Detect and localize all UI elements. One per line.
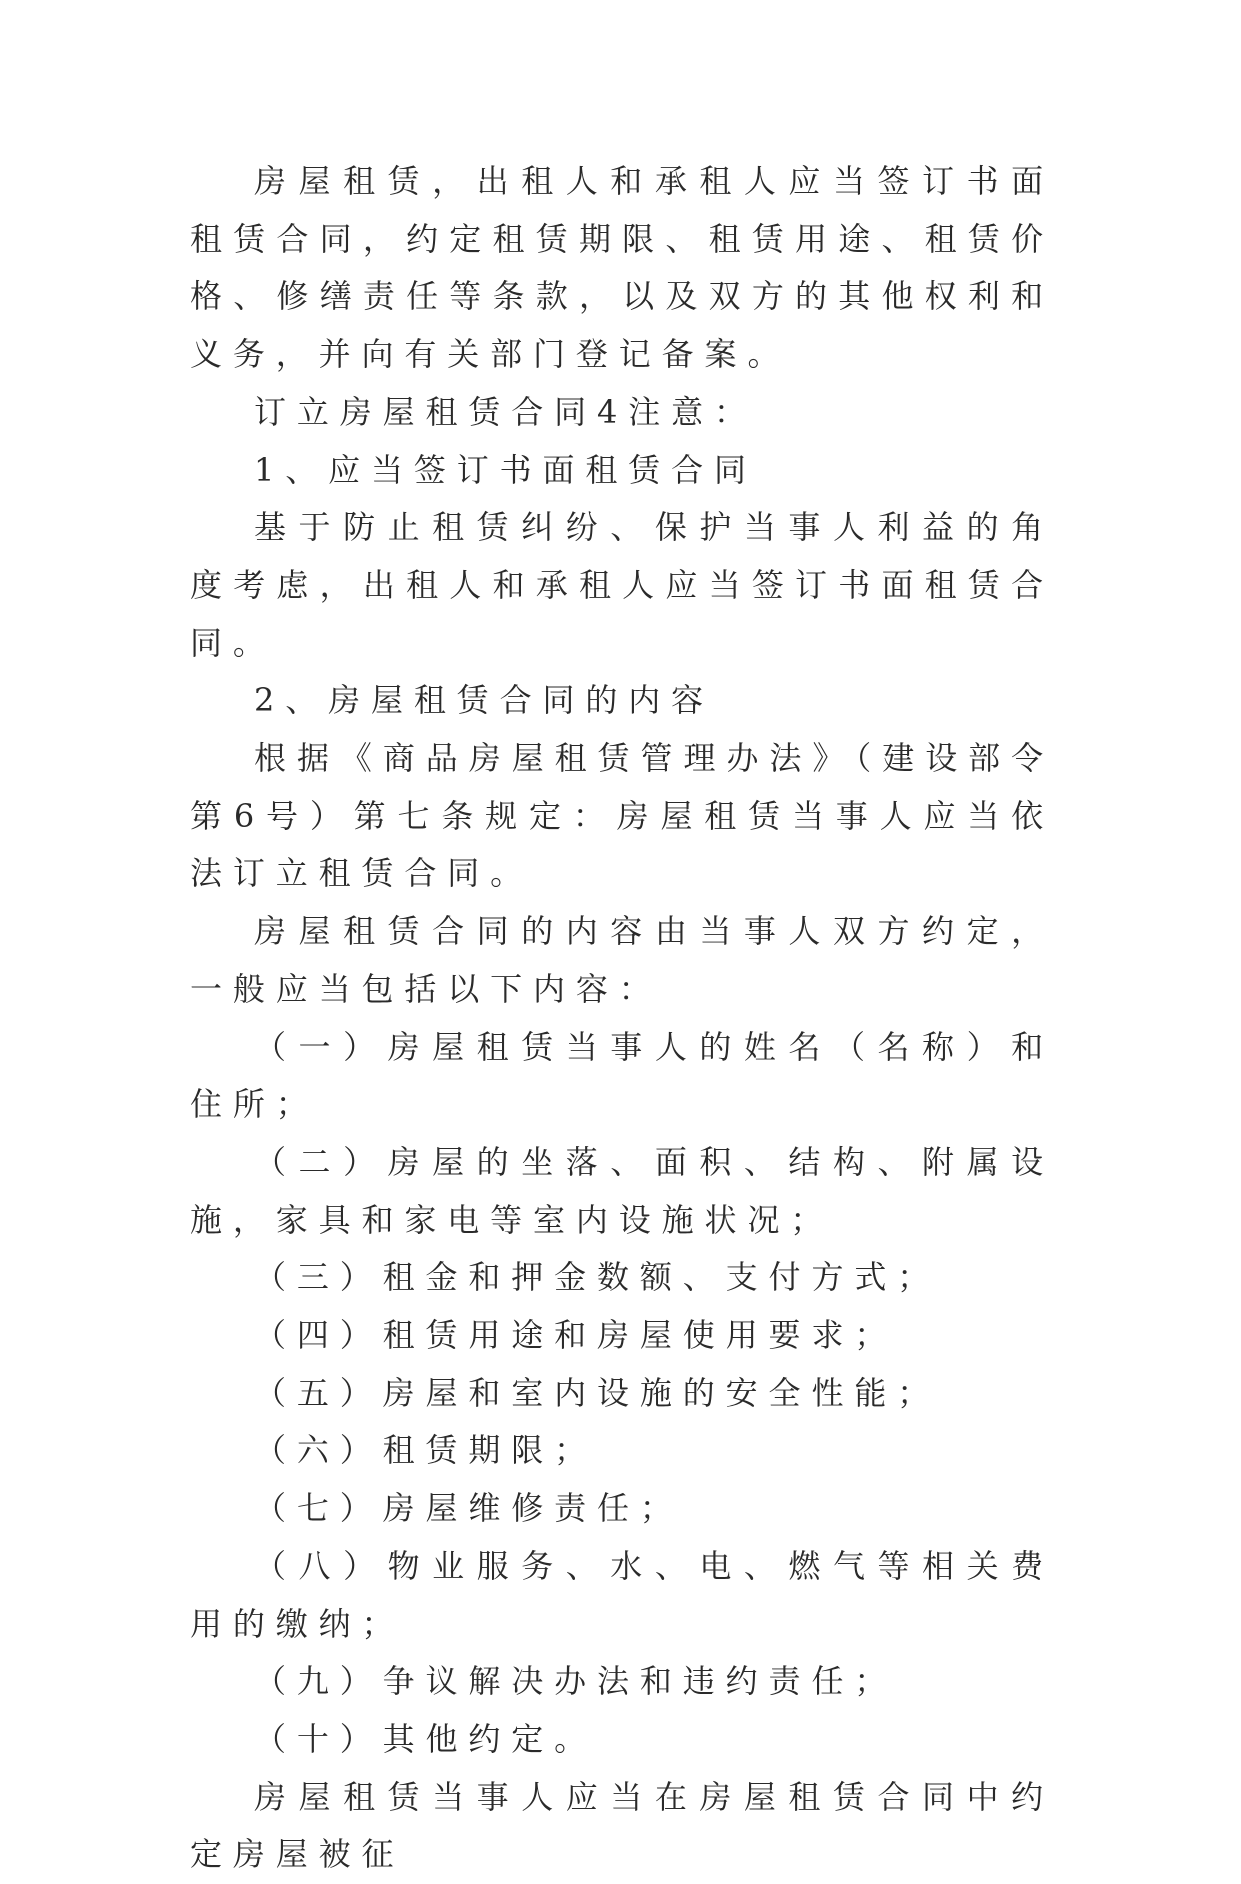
- list-item-3: （三）租金和押金数额、支付方式；: [254, 1258, 941, 1297]
- list-item-4: （四）租赁用途和房屋使用要求；: [254, 1316, 898, 1355]
- paragraph-item-2-heading: 2、房屋租赁合同的内容: [254, 681, 715, 720]
- paragraph-contract-notes-heading: 订立房屋租赁合同4注意：: [254, 392, 757, 431]
- list-item-1: （一）房屋租赁当事人的姓名（名称）和住所；: [190, 1027, 1054, 1124]
- paragraph-item-1-body: 基于防止租赁纠纷、保护当事人利益的角度考虑，出租人和承租人应当签订书面租赁合同。: [190, 508, 1054, 662]
- paragraph-lease-intro: 房屋租赁，出租人和承租人应当签订书面租赁合同，约定租赁期限、租赁用途、租赁价格、修缮责任等条款，以及双方的其他权利和义务，并向有关部门登记备案。: [190, 162, 1054, 374]
- paragraph-regulation-citation: 根据《商品房屋租赁管理办法》（建设部令第6号）第七条规定：房屋租赁当事人应当依法订立租赁合同。: [190, 739, 1054, 893]
- list-item-2: （二）房屋的坐落、面积、结构、附属设施，家具和家电等室内设施状况；: [190, 1142, 1054, 1239]
- paragraph-closing-fragment: 房屋租赁当事人应当在房屋租赁合同中约定房屋被征: [190, 1777, 1054, 1874]
- list-item-10: （十）其他约定。: [254, 1719, 598, 1758]
- document-body: [190, 153, 1054, 1884]
- list-item-6: （六）租赁期限；: [254, 1431, 598, 1470]
- list-item-9: （九）争议解决办法和违约责任；: [254, 1662, 898, 1701]
- list-item-7: （七）房屋维修责任；: [254, 1489, 683, 1528]
- list-item-8: （八）物业服务、水、电、燃气等相关费用的缴纳；: [190, 1546, 1054, 1643]
- paragraph-contents-intro: 房屋租赁合同的内容由当事人双方约定，一般应当包括以下内容：: [190, 912, 1054, 1008]
- paragraph-item-1-heading: 1、应当签订书面租赁合同: [254, 450, 757, 489]
- list-item-5: （五）房屋和室内设施的安全性能；: [254, 1373, 941, 1412]
